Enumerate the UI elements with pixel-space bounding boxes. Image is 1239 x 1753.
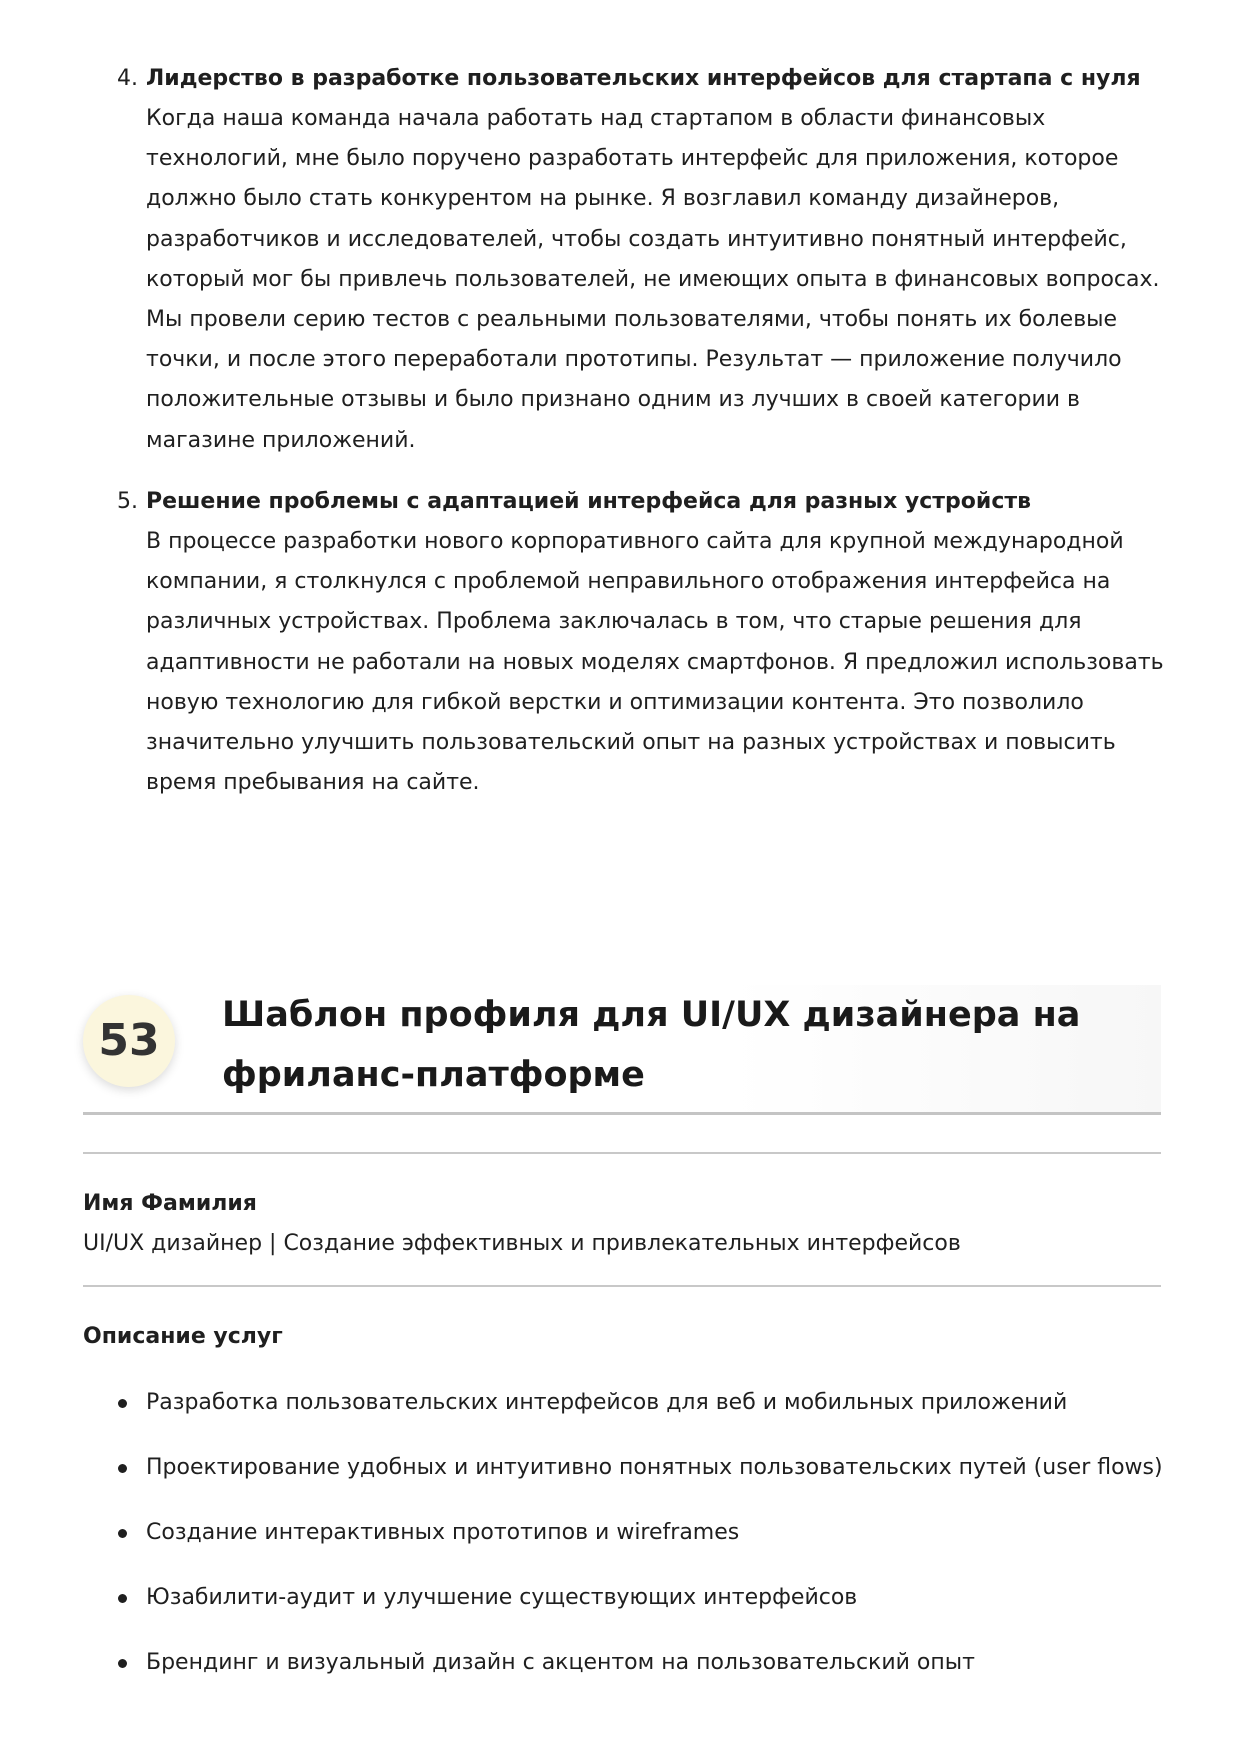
body-line: новую технологию для гибкой верстки и оптимизации контента. Это позволило (146, 689, 1084, 715)
body-line: магазине приложений. (146, 427, 416, 453)
list-item-body (146, 99, 1160, 461)
profile-name: Имя Фамилия (83, 1191, 257, 1216)
body-line: время пребывания на сайте. (146, 770, 480, 796)
body-line: адаптивности не работали на новых моделях смартфонов. Я предложил использовать (146, 649, 1164, 675)
body-line: технологий, мне было поручено разработать интерфейс для приложения, которое (146, 146, 1119, 172)
body-line: В процессе разработки нового корпоративного сайта для крупной международной (146, 529, 1124, 554)
divider (83, 1285, 1161, 1287)
service-item: Разработка пользовательских интерфейсов для веб и мобильных приложений (146, 1390, 1068, 1415)
profile-role: UI/UX дизайнер | Создание эффективных и привлекательных интерфейсов (83, 1231, 961, 1256)
bullet-icon (118, 1594, 127, 1603)
body-line: компании, я столкнулся с проблемой неправильного отображения интерфейса на (146, 569, 1111, 595)
list-item (83, 1513, 1161, 1553)
bullet-icon (118, 1464, 127, 1473)
section-title (222, 985, 1080, 1105)
body-line: значительно улучшить пользовательский опыт на разных устройствах и повысить (146, 730, 1116, 756)
divider (83, 1152, 1161, 1154)
list-item (83, 1578, 1161, 1618)
section-title-line: фриланс-платформе (222, 1055, 645, 1095)
service-item: Создание интерактивных прототипов и wireframes (146, 1520, 740, 1545)
list-item-number: 4. (117, 66, 138, 91)
list-item-body (146, 522, 1164, 803)
body-line: который мог бы привлечь пользователей, не имеющих опыта в финансовых вопросах. (146, 266, 1160, 292)
services-heading: Описание услуг (83, 1324, 283, 1349)
body-line: Когда наша команда начала работать над стартапом в области финансовых (146, 106, 1046, 131)
body-line: разработчиков и исследователей, чтобы создать интуитивно понятный интерфейс, (146, 226, 1127, 252)
list-item (83, 1383, 1161, 1423)
section-header (83, 985, 1161, 1113)
service-item: Юзабилити-аудит и улучшение существующих интерфейсов (146, 1585, 858, 1610)
section-title-line: Шаблон профиля для UI/UX дизайнера на (222, 995, 1081, 1035)
list-item (83, 1643, 1161, 1683)
body-line: различных устройствах. Проблема заключалась в том, что старые решения для (146, 609, 1082, 635)
list-item-number: 5. (117, 489, 138, 514)
service-item: Проектирование удобных и интуитивно понятных пользовательских путей (user flows) (146, 1455, 1163, 1480)
list-item-title: Решение проблемы с адаптацией интерфейса для разных устройств (146, 489, 1032, 514)
bullet-icon (118, 1659, 127, 1668)
body-line: положительные отзывы и было признано одним из лучших в своей категории в (146, 387, 1081, 413)
section-underline (83, 1112, 1161, 1115)
bullet-icon (118, 1399, 127, 1408)
section-number-badge: 53 (83, 995, 175, 1087)
service-item: Брендинг и визуальный дизайн с акцентом на пользовательский опыт (146, 1650, 975, 1675)
body-line: точки, и после этого переработали прототипы. Результат — приложение получило (146, 347, 1122, 373)
list-item-title: Лидерство в разработке пользовательских интерфейсов для стартапа с нуля (146, 66, 1141, 91)
body-line: должно было стать конкурентом на рынке. Я возглавил команду дизайнеров, (146, 186, 1060, 212)
bullet-icon (118, 1529, 127, 1538)
list-item (83, 1448, 1161, 1488)
body-line: Мы провели серию тестов с реальными пользователями, чтобы понять их болевые (146, 307, 1118, 333)
